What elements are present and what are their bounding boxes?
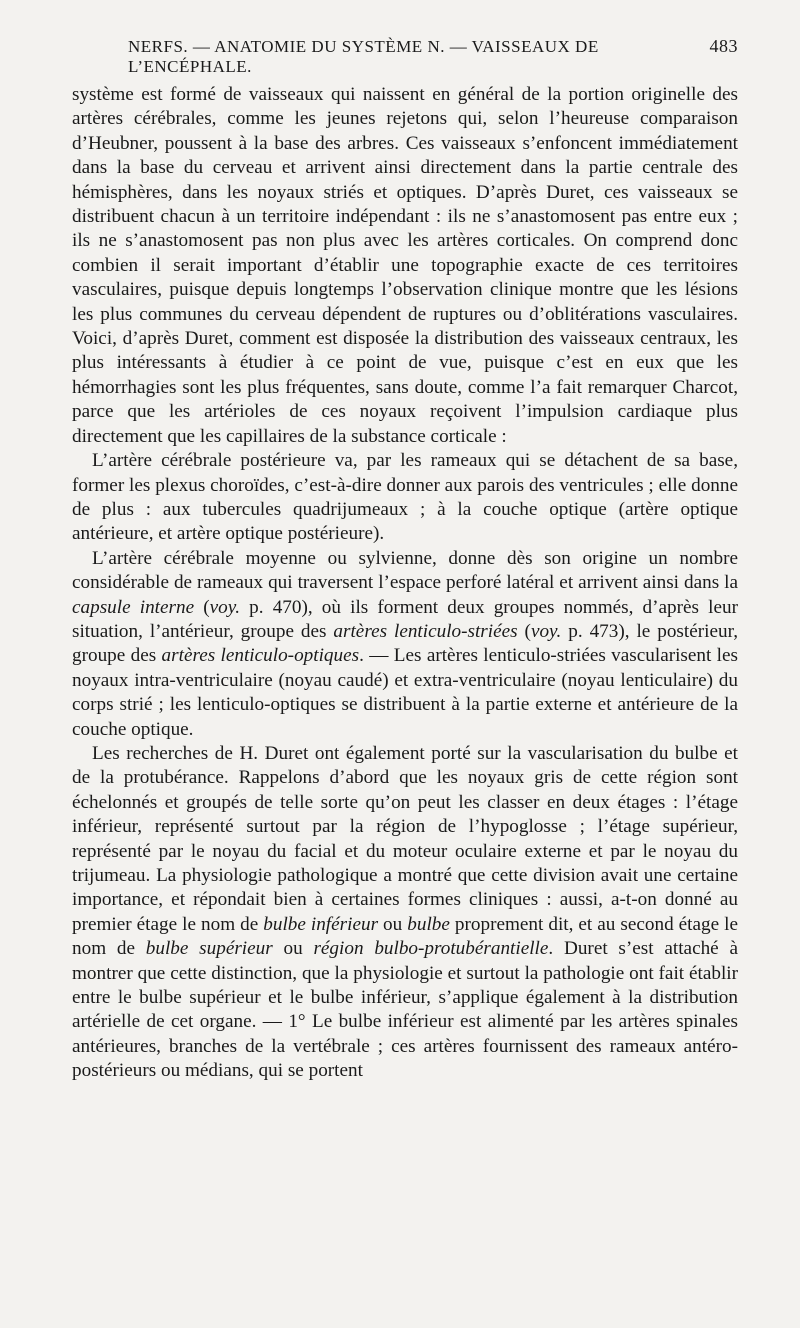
paragraph xyxy=(72,742,738,1084)
italic-run: région bulbo-protubérantielle xyxy=(313,938,549,960)
running-head xyxy=(72,36,738,83)
page-number: 483 xyxy=(709,36,738,56)
body-text xyxy=(72,83,738,1084)
italic-run: bulbe supérieur xyxy=(145,938,273,960)
paragraph xyxy=(72,547,738,742)
text-run: p. 473), le postérieur, groupe des xyxy=(72,620,738,667)
text-run: proprement dit, et au second étage le nom de xyxy=(72,913,738,960)
italic-run: bulbe xyxy=(407,913,450,935)
text-run: . — Les artères lenticulo-striées vascularisent les noyaux intra-ventriculaire (noyau caudé) et extra-ventriculaire (noyau lenticulaire) du corps strié ; les lenticulo-optiques se distribuent à la partie externe et antérieure de la couche optique. xyxy=(72,645,738,740)
paragraph xyxy=(72,449,738,547)
text-run: p. 470), où ils forment deux groupes nommés, d’après leur situation, l’antérieur, groupe des xyxy=(72,596,738,642)
text-run: L’artère cérébrale postérieure va, par les rameaux qui se détachent de sa base, former les plexus choroïdes, c’est-à-dire donner aux parois des ventricules ; elle donne de plus : aux tubercules quadrijumeaux ; à la couche optique (artère optique antérieure, et artère optique postérieure). xyxy=(72,450,738,545)
italic-run: capsule interne xyxy=(72,596,195,618)
text-run: Les recherches de H. Duret ont également porté sur la vascularisation du bulbe et de la protubérance. Rappelons d’abord que les noyaux gris de cette région sont échelonnés et groupés de telle sorte qu’on peut les classer en deux étages : l’étage inférieur, représenté surtout par la région de l’hypoglosse ; l’étage supérieur, représenté par le noyau du facial et du moteur oculaire externe et par le noyau du trijumeau. La physiologie pathologique a montré que cette division avait une certaine importance, et répondait bien à certaines formes cliniques : aussi, a-t-on donné au premier étage le nom de xyxy=(72,742,738,935)
italic-run: artères lenticulo-striées xyxy=(333,620,518,642)
text-run: ( xyxy=(194,596,210,618)
italic-run: artères lenticulo-optiques xyxy=(161,645,360,667)
running-head-title: NERFS. — ANATOMIE DU SYSTÈME N. — VAISSEAUX DE L’ENCÉPHALE. xyxy=(128,37,599,76)
italic-run: voy. xyxy=(530,620,562,642)
paragraph xyxy=(72,83,738,449)
text-run: ou xyxy=(378,913,408,935)
italic-run: bulbe inférieur xyxy=(263,913,379,935)
text-run: système est formé de vaisseaux qui naissent en général de la portion originelle des artères cérébrales, comme les jeunes rejetons qui, selon l’heureuse comparaison d’Heubner, poussent à la base des arbres. Ces vaisseaux s’enfoncent immédiatement dans la base du cerveau et arrivent ainsi directement dans la partie centrale des hémisphères, dans les noyaux striés et optiques. D’après Duret, ces vaisseaux se distribuent chacun à un territoire indépendant : ils ne s’anastomosent pas entre eux ; ils ne s’anastomosent pas non plus avec les artères corticales. On comprend donc combien il serait important d’établir une topographie exacte de ces territoires vasculaires, puisque depuis longtemps l’observation clinique montre que les lésions les plus communes du cerveau dépendent de ruptures ou d’oblitérations vasculaires. Voici, d’après Duret, comment est disposée la distribution des vaisseaux centraux, les plus intéressants à étudier à ce point de vue, puisque c’est en eux que les hémorrhagies sont les plus fréquentes, sans doute, comme l’a fait remarquer Charcot, parce que les artérioles de ces noyaux reçoivent l’impulsion cardiaque plus directement que les capillaires de la substance corticale : xyxy=(72,84,738,447)
text-run: L’artère cérébrale moyenne ou sylvienne, donne dès son origine un nombre considérable de rameaux qui traversent l’espace perforé latéral et arrivent ainsi dans la xyxy=(72,547,738,594)
text-run: ou xyxy=(272,938,314,960)
text-run: ( xyxy=(517,620,531,642)
text-run: . Duret s’est attaché à montrer que cette distinction, que la physiologie et surtout la pathologie ont fait établir entre le bulbe supérieur et le bulbe inférieur, s’applique également à la distribution artérielle de cet organe. — 1° Le bulbe inférieur est alimenté par les artères spinales antérieures, branches de la vertébrale ; ces artères fournissent des rameaux antéro-postérieurs ou médians, qui se portent xyxy=(72,938,738,1082)
italic-run: voy. xyxy=(209,596,241,618)
